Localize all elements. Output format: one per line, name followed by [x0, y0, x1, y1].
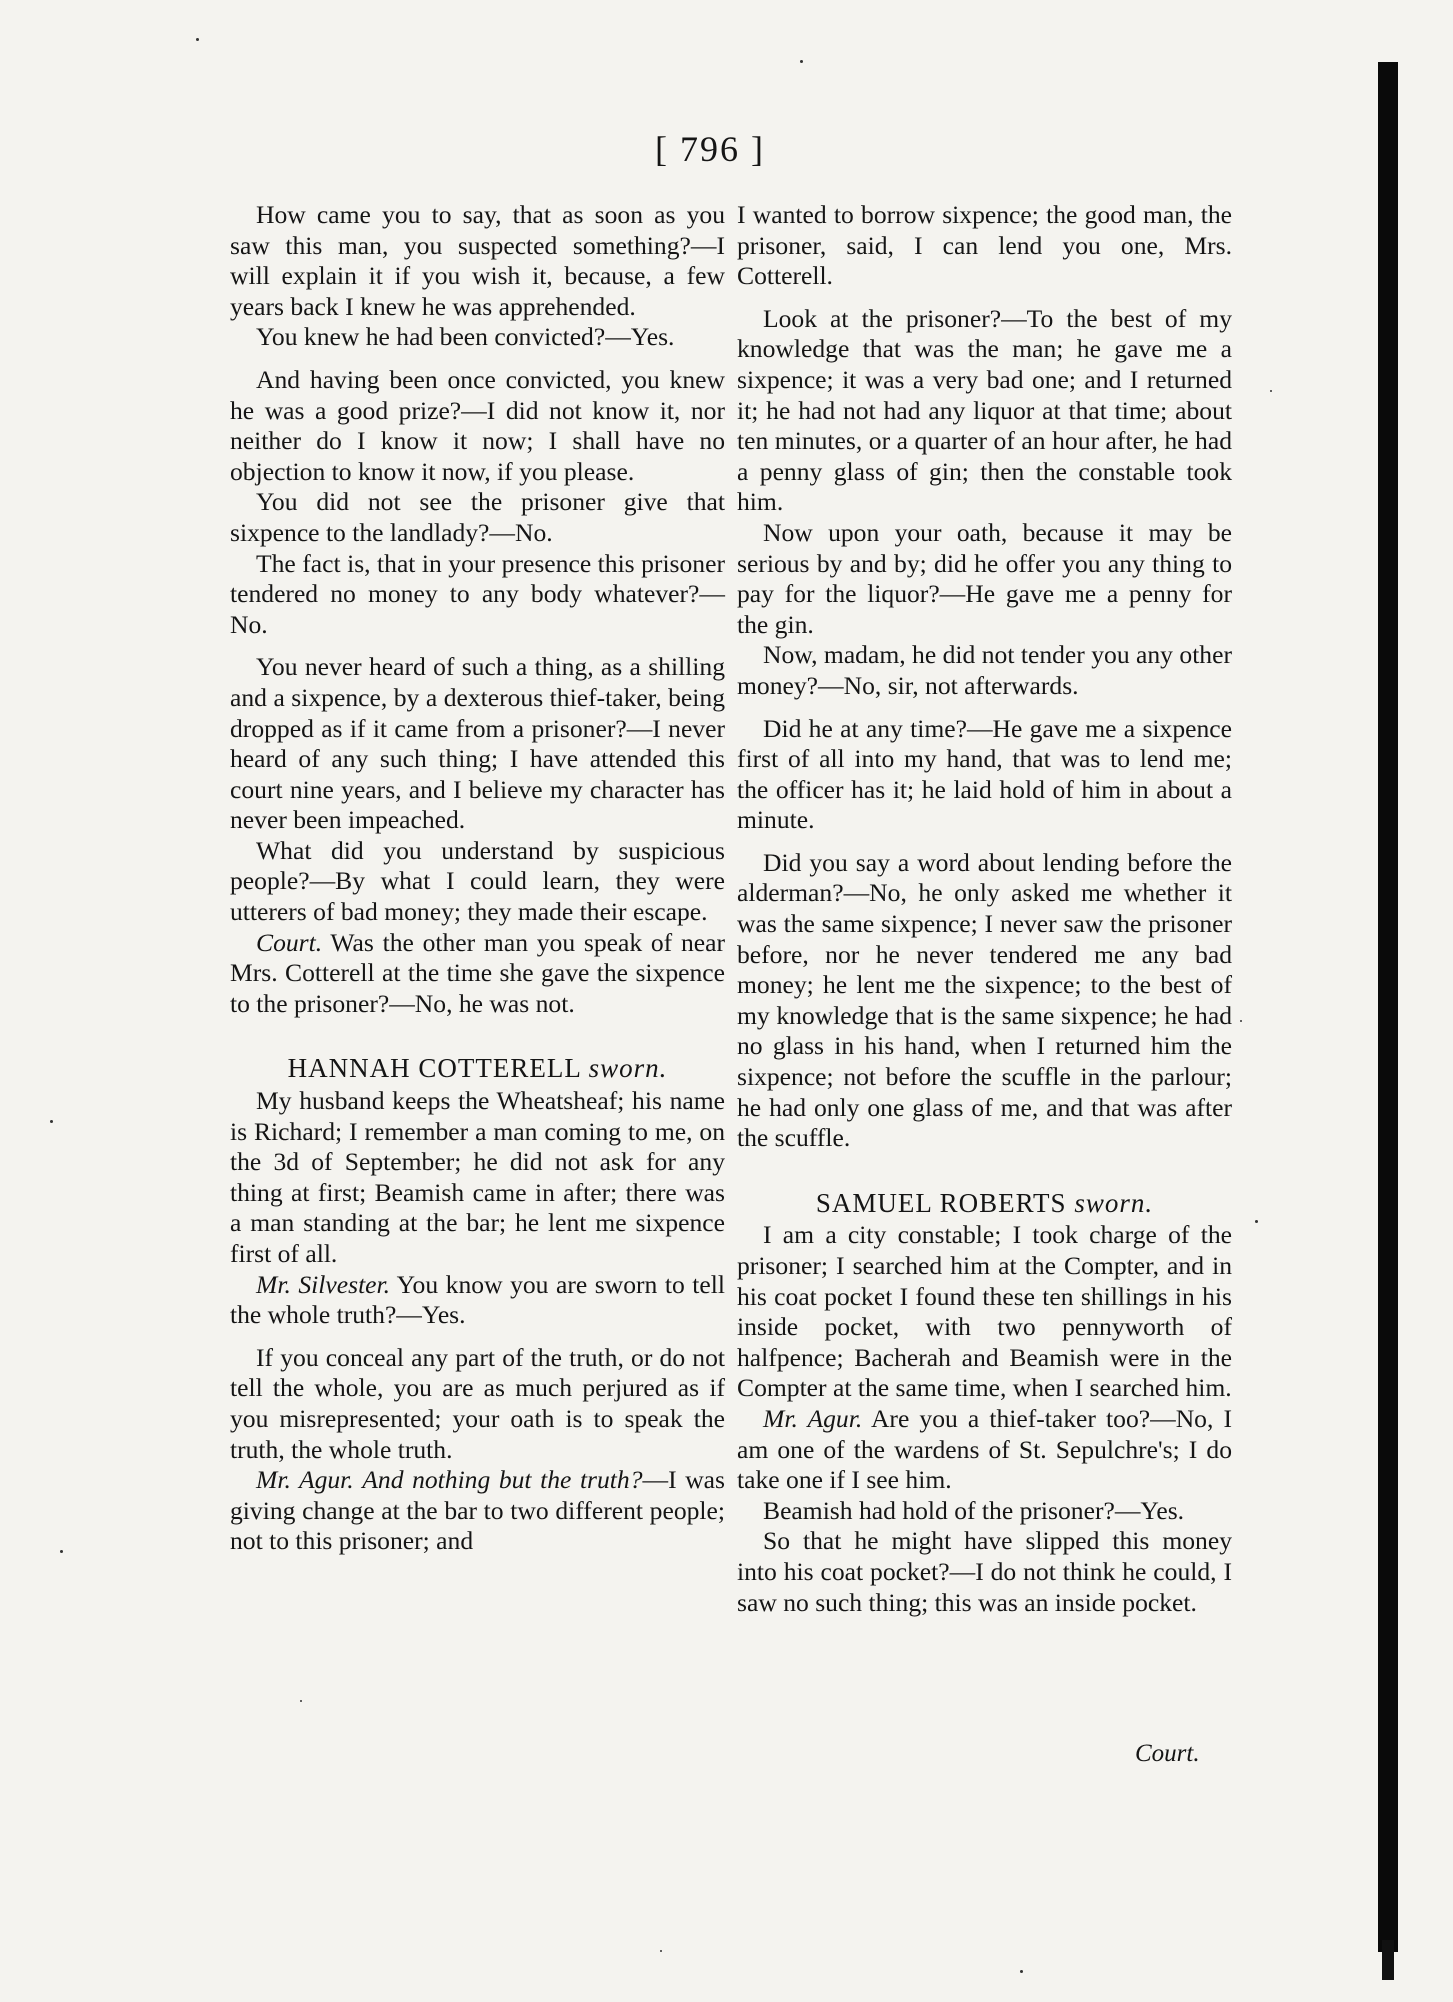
paragraph-text: You know you are sworn to tell the whole truth?—Yes.	[230, 1269, 725, 1330]
paragraph-text: If you conceal any part of the truth, or do not tell the whole, you are as much perjured as if you misrepresented; your oath is to speak the truth, the whole truth.	[230, 1342, 725, 1464]
right-column	[737, 200, 1232, 1618]
paragraph-text: Did you say a word about lending before the alderman?—No, he only asked me whether it was the same sixpence; I never saw the prisoner before, nor he never tendered me any bad money; he lent me the sixpence; to the best of my knowledge that is the same sixpence; he had no glass in his hand, when I returned him the sixpence; not before the scuffle in the parlour; he had only one glass of me, and that was after the scuffle.	[737, 847, 1232, 1153]
testimony-paragraph	[230, 836, 725, 928]
testimony-paragraph	[230, 200, 725, 322]
italic-question: And nothing but the truth?	[362, 1465, 643, 1495]
testimony-paragraph	[737, 1220, 1232, 1404]
paragraph-text: What did you understand by suspicious people?—By what I could learn, they were utterers of bad money; they made their escape.	[230, 835, 725, 927]
paragraph-text: How came you to say, that as soon as you saw this man, you suspected something?—I will explain it if you wish it, because, a few years back I knew he was apprehended.	[230, 200, 725, 321]
left-column	[230, 200, 725, 1557]
sworn-label: sworn.	[1074, 1187, 1154, 1218]
testimony-paragraph	[230, 549, 725, 641]
speaker-label: Mr. Agur.	[763, 1403, 863, 1433]
paragraph-text: You did not see the prisoner give that sixpence to the landlady?—No.	[230, 487, 725, 547]
testimony-paragraph	[737, 200, 1232, 292]
paragraph-text: You knew he had been convicted?—Yes.	[256, 322, 675, 352]
paper-speck	[1240, 1020, 1242, 1022]
catchword: Court.	[1135, 1740, 1200, 1767]
paragraph-text: Look at the prisoner?—To the best of my knowledge that was the man; he gave me a sixpence; it was a very bad one; and I returned it; he had not had any liquor at that time; about ten minutes, or a quarter of an hour after, he had a penny glass of gin; then the constable took him.	[737, 303, 1232, 517]
testimony-paragraph	[737, 1526, 1232, 1618]
paragraph-text: And having been once convicted, you knew he was a good prize?—I did not know it, nor neither do I know it now; I shall have no objection to know it now, if you please.	[230, 364, 725, 486]
testimony-paragraph	[737, 640, 1232, 701]
testimony-paragraph	[737, 1404, 1232, 1496]
speaker-label: Mr. Silvester.	[256, 1269, 391, 1299]
paper-speck	[1255, 1220, 1258, 1223]
witness-heading	[737, 1188, 1232, 1219]
paragraph-text: You never heard of such a thing, as a shilling and a sixpence, by a dexterous thief-taker, being dropped as if it came from a prisoner?—I never heard of any such thing; I have attended this court nine years, and I believe my character has never been impeached.	[230, 652, 725, 835]
testimony-paragraph	[230, 487, 725, 548]
speaker-label: Court.	[256, 927, 323, 957]
binding-shadow-tip	[1382, 1940, 1394, 1980]
paragraph-text: Did he at any time?—He gave me a sixpence first of all into my hand, that was to lend me; the officer has it; he laid hold of him in about a minute.	[737, 713, 1232, 835]
paragraph-text: Now upon your oath, because it may be serious by and by; did he offer you any thing to pay for the liquor?—He gave me a penny for the gin.	[737, 517, 1232, 639]
witness-heading	[230, 1053, 725, 1084]
paragraph-text: My husband keeps the Wheatsheaf; his name is Richard; I remember a man coming to me, on the 3d of September; he did not ask for any thing at first; Beamish came in after; there was a man standing at the bar; he lent me sixpence first of all.	[230, 1086, 725, 1268]
paragraph-text: Are you a thief-taker too?—No, I am one of the wardens of St. Sepulchre's; I do take one if I see him.	[737, 1403, 1232, 1495]
paragraph-text: So that he might have slipped this money into his coat pocket?—I do not think he could, I saw no such thing; this was an inside pocket.	[737, 1526, 1232, 1617]
witness-name: SAMUEL ROBERTS	[815, 1187, 1067, 1218]
paragraph-text: I wanted to borrow sixpence; the good man, the prisoner, said, I can lend you one, Mrs. Cotterell.	[737, 200, 1232, 291]
paper-speck	[60, 1550, 63, 1553]
paragraph-text: I am a city constable; I took charge of the prisoner; I searched him at the Compter, and in his coat pocket I found these ten shillings in his inside pocket, with two pennyworth of halfpence; Bacherah and Beamish were in the Compter at the same time, when I searched him.	[737, 1220, 1232, 1403]
paragraph-text: Was the other man you speak of near Mrs. Cotterell at the time she gave the sixpence to the prisoner?—No, he was not.	[230, 927, 725, 1018]
testimony-paragraph	[230, 1465, 725, 1557]
testimony-paragraph	[737, 1496, 1232, 1527]
testimony-paragraph	[230, 1270, 725, 1331]
witness-name: HANNAH COTTERELL	[287, 1053, 581, 1084]
paragraph-text: Beamish had hold of the prisoner?—Yes.	[763, 1495, 1185, 1525]
testimony-paragraph	[230, 322, 725, 353]
testimony-paragraph	[737, 518, 1232, 640]
paper-speck	[196, 38, 199, 41]
testimony-paragraph	[737, 304, 1232, 518]
page-number: [ 796 ]	[655, 129, 765, 169]
testimony-paragraph	[230, 652, 725, 836]
speaker-label: Mr. Agur.	[256, 1465, 354, 1495]
sworn-label: sworn.	[588, 1053, 668, 1084]
testimony-paragraph	[230, 1343, 725, 1465]
testimony-paragraph	[230, 1086, 725, 1270]
testimony-paragraph	[230, 928, 725, 1020]
testimony-paragraph	[230, 365, 725, 487]
paper-speck	[300, 1700, 302, 1702]
paper-speck	[1270, 390, 1272, 392]
paper-speck	[660, 1950, 662, 1952]
paper-speck	[800, 60, 803, 63]
testimony-paragraph	[737, 714, 1232, 836]
paper-speck	[50, 1120, 53, 1123]
paragraph-text: —I was giving change at the bar to two different people; not to this prisoner; and	[230, 1465, 725, 1556]
paper-speck	[1020, 1970, 1023, 1973]
paragraph-text: The fact is, that in your presence this prisoner tendered no money to any body whatever?—No.	[230, 548, 725, 639]
paragraph-text: Now, madam, he did not tender you any other money?—No, sir, not afterwards.	[737, 640, 1232, 700]
testimony-paragraph	[737, 848, 1232, 1154]
binding-shadow	[1378, 62, 1398, 1952]
